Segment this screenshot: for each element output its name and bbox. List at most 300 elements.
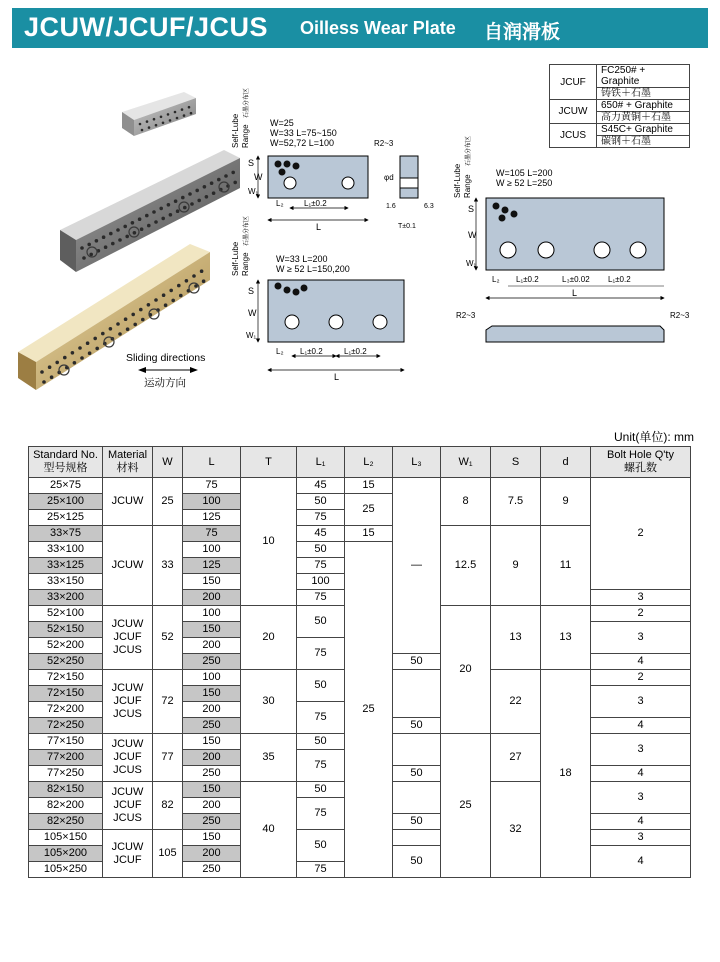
table-cell: JCUW <box>103 478 153 526</box>
graphite-plug-dot <box>131 221 135 225</box>
table-cell: 2 <box>591 478 691 590</box>
graphite-plug-dot <box>133 231 137 235</box>
graphite-plug-dot <box>202 279 206 283</box>
graphite-plug-dot <box>89 253 93 257</box>
radius-note: R2~3 <box>456 311 476 320</box>
sliding-directions-label-cn: 运动方向 <box>144 377 186 389</box>
graphite-plug-dot <box>131 313 135 317</box>
table-cell: 150 <box>183 830 241 846</box>
graphite-plug-dot <box>176 117 179 120</box>
graphite-plug-dot <box>162 293 166 297</box>
graphite-plug-dot <box>109 327 113 331</box>
graphite-plug-dot <box>195 189 199 193</box>
table-cell: JCUW JCUF JCUS <box>103 606 153 670</box>
table-cell: 4 <box>591 718 691 734</box>
graphite-plug-dot <box>197 199 201 203</box>
graphite-plug-dot <box>116 228 120 232</box>
header-cell: W₁ <box>441 447 491 478</box>
header-cell: L <box>183 447 241 478</box>
product-title: JCUW/JCUF/JCUS <box>24 12 269 42</box>
table-cell: 72×250 <box>29 718 103 734</box>
table-cell: 77×250 <box>29 766 103 782</box>
table-cell: 25×100 <box>29 494 103 510</box>
table-cell: 50 <box>393 814 441 830</box>
table-header-row <box>29 447 691 478</box>
table-cell: JCUW <box>103 526 153 606</box>
drawing-note: W=25 <box>270 118 294 128</box>
graphite-plug-dot <box>183 114 186 117</box>
table-cell: 8 <box>441 478 491 526</box>
table-cell: 50 <box>297 606 345 638</box>
table-cell: 32 <box>491 782 541 878</box>
table-cell: 52×250 <box>29 654 103 670</box>
graphite-plug-dot <box>109 232 113 236</box>
material-desc-cn: 铸铁＋石墨 <box>597 88 690 100</box>
table-cell: 27 <box>491 734 541 782</box>
table-cell: 82×250 <box>29 814 103 830</box>
self-lube-label: Self-Lube <box>231 241 240 276</box>
graphite-plug-dot <box>205 195 209 199</box>
graphite-plug-dot <box>126 327 130 331</box>
range-label-cn: 石墨分布区 <box>244 87 250 118</box>
table-cell: 13 <box>541 606 591 670</box>
graphite-plug-dot <box>190 112 193 115</box>
table-cell: 10 <box>241 478 297 606</box>
graphite-plug-dot <box>71 351 75 355</box>
table-cell: 4 <box>591 814 691 830</box>
table-cell: 25×125 <box>29 510 103 526</box>
graphite-plug-dot <box>169 213 173 217</box>
dim-l: L <box>316 222 322 232</box>
graphite-plug-dot <box>188 192 192 196</box>
table-cell: 25 <box>345 494 393 526</box>
table-cell: 33×150 <box>29 574 103 590</box>
small-plate-image <box>122 92 196 136</box>
graphite-plug-dot <box>87 243 91 247</box>
graphite-plug-dot <box>171 299 175 303</box>
material-code: JCUW <box>550 100 597 124</box>
header-cell: Material 材料 <box>103 447 153 478</box>
table-cell: 40 <box>241 782 297 878</box>
table-cell: 20 <box>441 606 491 734</box>
material-code: JCUS <box>550 124 597 148</box>
header-cell: d <box>541 447 591 478</box>
graphite-plug-dot <box>154 220 158 224</box>
dim-l1: L₁±0.2 <box>608 275 631 284</box>
table-cell: 18 <box>541 670 591 878</box>
table-cell: 33 <box>153 526 183 606</box>
table-cell: 200 <box>183 798 241 814</box>
table-cell: 50 <box>393 766 441 782</box>
header-cell: W <box>153 447 183 478</box>
graphite-plug-dot <box>102 235 106 239</box>
header-cell: T <box>241 447 297 478</box>
graphite-plug-dot <box>145 214 149 218</box>
drawing-note: W=52,72 L=100 <box>270 138 335 148</box>
drawing-w105 <box>453 136 690 342</box>
header-cell: L₂ <box>345 447 393 478</box>
graphite-plug-dot <box>181 196 185 200</box>
table-cell: 200 <box>183 750 241 766</box>
table-cell: 75 <box>297 750 345 782</box>
graphite-plug-dot <box>101 332 105 336</box>
graphite-plug-dot <box>139 308 143 312</box>
table-cell <box>393 670 441 718</box>
header-cell: S <box>491 447 541 478</box>
table-cell: 100 <box>183 494 241 510</box>
graphite-plug-dot <box>217 178 221 182</box>
table-cell: 72 <box>153 670 183 734</box>
table-cell: 75 <box>297 510 345 526</box>
material-code: JCUF <box>550 65 597 100</box>
table-cell: 15 <box>345 526 393 542</box>
table-cell: 4 <box>591 846 691 878</box>
drawing-note: W=33 L=75~150 <box>270 128 337 138</box>
sliding-directions-label: Sliding directions <box>126 352 206 364</box>
graphite-plug-dot <box>174 199 178 203</box>
table-cell: 11 <box>541 526 591 606</box>
table-cell: 150 <box>183 622 241 638</box>
table-cell: 105 <box>153 830 183 878</box>
graphite-plug-dot <box>210 181 214 185</box>
table-cell: 75 <box>297 590 345 606</box>
table-cell: 50 <box>297 542 345 558</box>
graphite-plug-dot <box>183 206 187 210</box>
graphite-plug-dot <box>80 356 84 360</box>
graphite-plug-dot <box>200 269 204 273</box>
table-cell: 3 <box>591 686 691 718</box>
graphite-plug-dot <box>73 361 77 365</box>
graphite-plug-dot <box>78 346 82 350</box>
graphite-plug-dot <box>50 375 54 379</box>
graphite-plug-dot <box>159 207 163 211</box>
table-cell: 250 <box>183 862 241 878</box>
graphite-plug-dot <box>179 294 183 298</box>
product-illustration <box>14 80 244 400</box>
table-cell: 45 <box>297 478 345 494</box>
drawing-note: W=33 L=200 <box>276 254 328 264</box>
table-cell: 250 <box>183 814 241 830</box>
graphite-plug-dot <box>111 242 115 246</box>
table-cell: 50 <box>393 846 441 878</box>
table-cell: 200 <box>183 702 241 718</box>
product-subtitle: Oilless Wear Plate <box>300 18 456 38</box>
dim-l1: L₁±0.2 <box>304 199 327 208</box>
table-cell: 105×200 <box>29 846 103 862</box>
table-cell: 13 <box>491 606 541 670</box>
drawing-note: W ≥ 52 L=150,200 <box>276 264 350 274</box>
table-cell: 75 <box>297 702 345 734</box>
unit-label: Unit(单位): mm <box>614 430 694 444</box>
table-cell: 82×150 <box>29 782 103 798</box>
graphite-plug-dot <box>176 209 180 213</box>
dim-t: T±0.1 <box>398 223 416 230</box>
table-cell: 4 <box>591 766 691 782</box>
table-cell: 33×200 <box>29 590 103 606</box>
table-cell: 125 <box>183 558 241 574</box>
header-cell: Bolt Hole Q'ty 螺孔数 <box>591 447 691 478</box>
product-subtitle-cn: 自润滑板 <box>484 22 561 43</box>
table-cell: 150 <box>183 782 241 798</box>
graphite-plug-dot <box>63 356 67 360</box>
dim-phid: φd <box>384 173 394 182</box>
material-desc: S45C+ Graphite <box>597 124 690 136</box>
graphite-plug-dot <box>212 191 216 195</box>
dim-l3: L₃±0.02 <box>562 275 590 284</box>
table-cell: 75 <box>297 638 345 670</box>
graphite-plug-dot <box>93 337 97 341</box>
graphite-plug-dot <box>139 123 142 126</box>
table-cell: 3 <box>591 734 691 766</box>
table-cell: 15 <box>345 478 393 494</box>
table-cell: 82×200 <box>29 798 103 814</box>
range-label: Range <box>463 174 472 198</box>
table-cell: 2 <box>591 606 691 622</box>
table-cell: 250 <box>183 654 241 670</box>
table-cell: 75 <box>297 862 345 878</box>
material-desc-cn: 碳钢＋石墨 <box>597 136 690 148</box>
table-cell: 50 <box>297 830 345 862</box>
table-cell: 200 <box>183 846 241 862</box>
graphite-plug-dot <box>86 341 90 345</box>
graphite-plug-dot <box>153 118 156 121</box>
graphite-plug-dot <box>48 365 52 369</box>
header-cell: L₃ <box>393 447 441 478</box>
table-cell: 50 <box>297 670 345 702</box>
table-cell: 25 <box>345 542 393 878</box>
graphite-plug-dot <box>167 203 171 207</box>
dim-s: S <box>248 158 255 168</box>
table-cell: 7.5 <box>491 478 541 526</box>
dim-s: S <box>248 286 255 296</box>
graphite-plug-dot <box>162 122 165 125</box>
table-cell: 75 <box>183 526 241 542</box>
table-cell: JCUW JCUF JCUS <box>103 734 153 782</box>
radius-note: R2~3 <box>374 139 394 148</box>
graphite-plug-dot <box>118 238 122 242</box>
graphite-plug-dot <box>177 284 181 288</box>
material-desc: 650# + Graphite <box>597 100 690 112</box>
graphite-plug-dot <box>125 235 129 239</box>
dim-w1: W₁ <box>466 259 477 268</box>
range-label-cn: 石墨分布区 <box>466 135 472 166</box>
graphite-plug-dot <box>147 303 151 307</box>
graphite-plug-dot <box>146 120 149 123</box>
table-cell: 9 <box>541 478 591 526</box>
graphite-plug-dot <box>167 113 170 116</box>
table-cell: 50 <box>297 782 345 798</box>
dim-l: L <box>572 288 578 298</box>
table-cell <box>393 830 441 846</box>
table-cell: 22 <box>491 670 541 734</box>
table-cell: 25 <box>153 478 183 526</box>
drawing-w25 <box>231 88 434 232</box>
dim-l: L <box>334 372 340 382</box>
table-cell: 200 <box>183 590 241 606</box>
table-cell: JCUW JCUF JCUS <box>103 670 153 734</box>
graphite-plug-dot <box>148 126 151 129</box>
table-cell: 50 <box>297 494 345 510</box>
table-cell: 72×150 <box>29 670 103 686</box>
brass-plate-image <box>18 244 210 390</box>
graphite-plug-dot <box>95 347 99 351</box>
arrow-right-icon <box>190 367 198 373</box>
table-cell: 200 <box>183 638 241 654</box>
table-cell: 2 <box>591 670 691 686</box>
table-cell: 3 <box>591 830 691 846</box>
table-cell: 30 <box>241 670 297 734</box>
graphite-plug-dot <box>123 225 127 229</box>
dim-l2: L₂ <box>492 275 500 284</box>
graphite-plug-dot <box>42 380 46 384</box>
table-cell: 50 <box>297 734 345 750</box>
table-cell: 4 <box>591 654 691 670</box>
dim-w1: W₁ <box>248 187 259 196</box>
self-lube-label: Self-Lube <box>453 163 462 198</box>
table-cell: 12.5 <box>441 526 491 606</box>
spec-table <box>28 446 691 878</box>
table-cell: 35 <box>241 734 297 782</box>
graphite-plug-dot <box>82 256 86 260</box>
graphite-plug-dot <box>118 332 122 336</box>
table-cell <box>393 734 441 766</box>
table-cell: 75 <box>297 798 345 830</box>
graphite-plug-dot <box>169 289 173 293</box>
graphite-plug-dot <box>55 361 59 365</box>
graphite-plug-dot <box>164 303 168 307</box>
table-cell: 77 <box>153 734 183 782</box>
table-cell: 100 <box>297 574 345 590</box>
graphite-plug-dot <box>140 227 144 231</box>
dim-l2: L₂ <box>276 347 284 356</box>
graphite-plug-dot <box>88 351 92 355</box>
table-cell: 77×150 <box>29 734 103 750</box>
table-cell: 52×150 <box>29 622 103 638</box>
graphite-plug-dot <box>95 239 99 243</box>
table-cell <box>393 782 441 814</box>
graphite-plug-dot <box>161 217 165 221</box>
drawing-note: W=105 L=200 <box>496 168 553 178</box>
header-cell: Standard No. 型号规格 <box>29 447 103 478</box>
table-cell: 100 <box>183 606 241 622</box>
table-cell: 20 <box>241 606 297 670</box>
graphite-plug-dot <box>174 111 177 114</box>
table-cell: 9 <box>491 526 541 606</box>
table-cell: 150 <box>183 734 241 750</box>
dim-roughness: 6.3 <box>424 203 434 210</box>
table-cell: 125 <box>183 510 241 526</box>
table-cell: JCUW JCUF JCUS <box>103 782 153 830</box>
graphite-plug-dot <box>169 119 172 122</box>
graphite-plug-dot <box>133 323 137 327</box>
table-cell: 150 <box>183 574 241 590</box>
table-cell: 75 <box>297 558 345 574</box>
table-cell: 33×75 <box>29 526 103 542</box>
drawing-w33-w52 <box>231 216 404 382</box>
table-cell: 100 <box>183 542 241 558</box>
table-cell: 25 <box>441 734 491 878</box>
graphite-plug-dot <box>80 246 84 250</box>
graphite-plug-dot <box>188 106 191 109</box>
range-label-cn: 石墨分布区 <box>244 215 250 246</box>
table-cell: 72×200 <box>29 702 103 718</box>
graphite-plug-dot <box>116 322 120 326</box>
table-cell: 25×75 <box>29 478 103 494</box>
table-cell: 100 <box>183 670 241 686</box>
table-cell: 50 <box>393 718 441 734</box>
material-desc-cn: 高力黄铜＋石墨 <box>597 112 690 124</box>
graphite-plug-dot <box>181 108 184 111</box>
page-header <box>12 8 708 48</box>
graphite-plug-dot <box>141 129 144 132</box>
graphite-plug-dot <box>154 298 158 302</box>
table-cell: JCUW JCUF <box>103 830 153 878</box>
dim-l1: L₁±0.2 <box>516 275 539 284</box>
graphite-plug-dot <box>203 185 207 189</box>
graphite-plug-dot <box>138 217 142 221</box>
table-cell: 52×100 <box>29 606 103 622</box>
table-cell: 105×250 <box>29 862 103 878</box>
graphite-plug-dot <box>192 274 196 278</box>
table-cell: 3 <box>591 782 691 814</box>
technical-drawings <box>224 80 704 425</box>
graphite-plug-dot <box>40 370 44 374</box>
dim-w: W <box>248 308 257 318</box>
table-cell: 52×200 <box>29 638 103 654</box>
table-cell: 250 <box>183 766 241 782</box>
table-cell: 72×150 <box>29 686 103 702</box>
table-cell: 50 <box>393 654 441 670</box>
dim-w: W <box>254 172 263 182</box>
table-cell: — <box>393 478 441 654</box>
graphite-plug-dot <box>141 318 145 322</box>
table-cell: 45 <box>297 526 345 542</box>
arrow-left-icon <box>138 367 146 373</box>
dim-l1: L₁±0.2 <box>300 347 323 356</box>
dim-w1: W₁ <box>246 331 257 340</box>
table-cell: 3 <box>591 590 691 606</box>
dim-l2: L₂ <box>276 199 284 208</box>
table-cell: 82 <box>153 782 183 830</box>
dim-s: S <box>468 204 475 214</box>
table-cell: 33×100 <box>29 542 103 558</box>
material-desc: FC250# + Graphite <box>597 65 690 88</box>
table-cell: 52 <box>153 606 183 670</box>
graphite-plug-dot <box>104 245 108 249</box>
graphite-plug-dot <box>147 224 151 228</box>
header-cell: L₁ <box>297 447 345 478</box>
graphite-plug-dot <box>190 202 194 206</box>
table-cell: 33×125 <box>29 558 103 574</box>
table-cell: 250 <box>183 718 241 734</box>
dim-w: W <box>468 230 477 240</box>
dim-l1: L₁±0.2 <box>344 347 367 356</box>
drawing-note: W ≥ 52 L=250 <box>496 178 553 188</box>
dim-roughness: 1.6 <box>386 203 396 210</box>
graphite-plug-dot <box>124 317 128 321</box>
graphite-plug-dot <box>152 210 156 214</box>
radius-note: R2~3 <box>670 311 690 320</box>
self-lube-label: Self-Lube <box>231 113 240 148</box>
table-row <box>29 478 691 494</box>
table-cell: 150 <box>183 686 241 702</box>
range-label: Range <box>241 124 250 148</box>
range-label: Range <box>241 252 250 276</box>
graphite-plug-dot <box>185 279 189 283</box>
table-cell: 75 <box>183 478 241 494</box>
table-cell: 105×150 <box>29 830 103 846</box>
graphite-plug-dot <box>160 116 163 119</box>
